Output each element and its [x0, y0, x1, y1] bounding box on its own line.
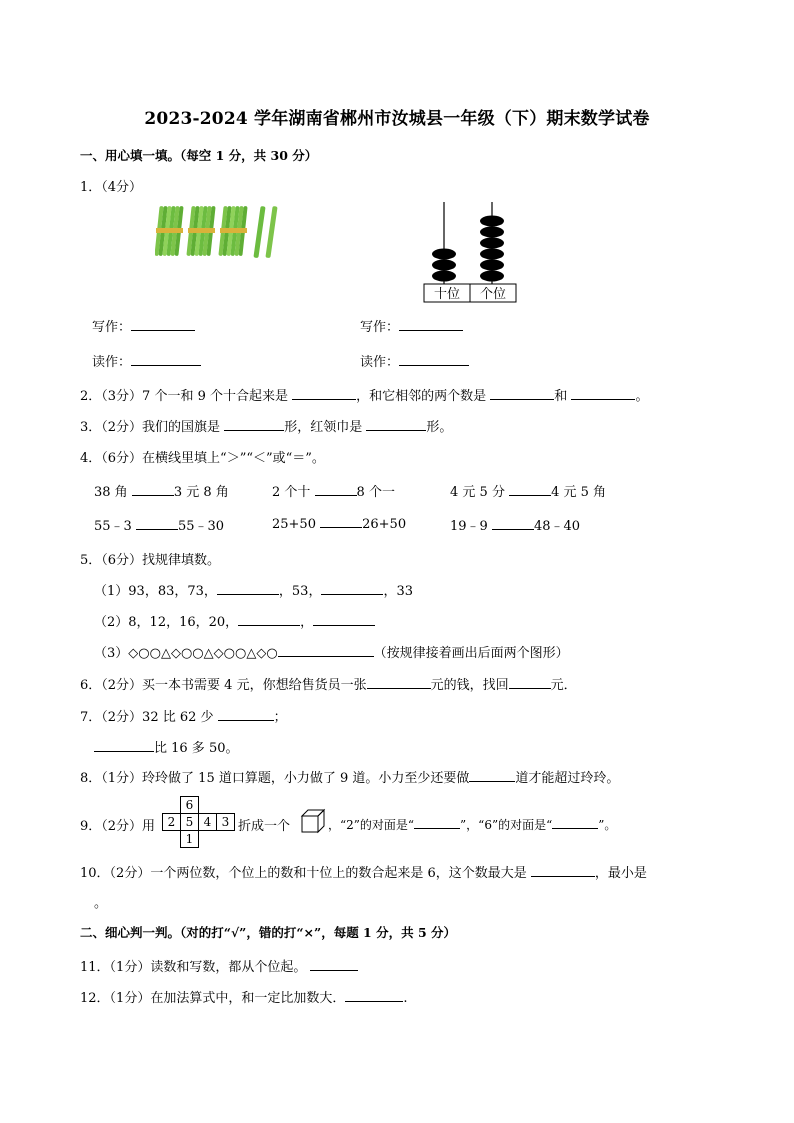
abacus-ones-bead — [480, 227, 504, 238]
abacus-ones-bead — [480, 216, 504, 227]
stick-bundles-image — [155, 202, 285, 262]
question-2: 2．（3分）7 个一和 9 个十合起来是 ，和它相邻的两个数是 和 。 — [80, 389, 649, 404]
q1-read-1: 读作： — [92, 351, 201, 370]
q4-item-4: 55﹣3 55﹣30 — [94, 519, 225, 534]
abacus-tens-bead — [432, 249, 456, 260]
question-8: 8．（1分）玲玲做了 15 道口算题，小力做了 9 道。小力至少还要做 道才能超过玲玲。 — [80, 771, 620, 786]
question-9-questions: ，“2”的对面是“ ”，“6”的对面是“ ”。 — [328, 818, 617, 832]
question-4-header: 4．（6分）在横线里填上“＞”“＜”或“＝”。 — [80, 451, 325, 466]
q5-line-2: （2）8，12，16，20， ， — [94, 611, 375, 630]
question-7-line-2: 比 16 多 50。 — [94, 737, 238, 756]
abacus-tens-bead — [432, 260, 456, 271]
abacus-ones-bead — [480, 271, 504, 282]
abacus-ones-bead — [480, 238, 504, 249]
abacus-ones-label: 个位 — [479, 287, 507, 302]
q4-item-1: 38 角 3 元 8 角 — [94, 485, 229, 500]
page-title: 2023-2024 学年湖南省郴州市汝城县一年级（下）期末数学试卷 — [144, 109, 650, 129]
question-9-prefix: 9．（2分）用 — [80, 819, 156, 834]
q1-read-2: 读作： — [360, 351, 469, 370]
net-top-cell: 6 — [181, 797, 199, 814]
q5-line-3: （3）◇○○△◇○○△◇○○△◇○ （按规律接着画出后面两个图形） — [94, 646, 569, 661]
q4-item-6: 19﹣9 48﹣40 — [450, 519, 581, 534]
q4-item-5: 25+50 26+50 — [272, 517, 407, 532]
question-6: 6．（2分）买一本书需要 4 元，你想给售货员一张 元的钱，找回 元． — [80, 678, 577, 693]
cube-icon — [300, 808, 326, 834]
question-11: 11．（1分）读数和写数，都从个位起。 — [80, 956, 358, 975]
cube-net — [162, 796, 235, 848]
question-7-line-1: 7．（2分）32 比 62 少 ； — [80, 710, 287, 725]
question-5-header: 5．（6分）找规律填数。 — [80, 553, 221, 568]
net-cell: 3 — [217, 814, 235, 831]
question-10-end: 。 — [94, 896, 108, 911]
q4-item-2: 2 个十 8 个一 — [272, 485, 395, 500]
question-10: 10．（2分）一个两位数，个位上的数和十位上的数合起来是 6，这个数最大是 ，最小是 — [80, 866, 647, 881]
abacus-tens-bead — [432, 271, 456, 282]
q1-write-2: 写作： — [360, 316, 463, 335]
net-bottom-cell: 1 — [181, 831, 199, 848]
q1-write-1: 写作： — [92, 316, 195, 335]
question-9-mid: 折成一个 — [238, 819, 291, 834]
abacus-ones-bead — [480, 260, 504, 271]
net-cell: 4 — [199, 814, 217, 831]
q5-line-1: （1）93，83，73， ，53， ，33 — [94, 584, 413, 599]
q4-item-3: 4 元 5 分 4 元 5 角 — [450, 485, 607, 500]
net-cell: 5 — [181, 814, 199, 831]
question-1-header: 1．（4分） — [80, 180, 143, 195]
section-2-heading: 二、细心判一判。（对的打“√”，错的打“×”，每题 1 分，共 5 分） — [80, 925, 457, 940]
net-cell: 2 — [163, 814, 181, 831]
question-3: 3．（2分）我们的国旗是 形，红领巾是 形。 — [80, 420, 453, 435]
abacus-tens-label: 十位 — [433, 287, 461, 302]
abacus-image — [422, 200, 518, 304]
section-1-heading: 一、用心填一填。（每空 1 分，共 30 分） — [80, 148, 318, 163]
question-12: 12．（1分）在加法算式中，和一定比加数大． . — [80, 991, 408, 1006]
abacus-ones-bead — [480, 249, 504, 260]
